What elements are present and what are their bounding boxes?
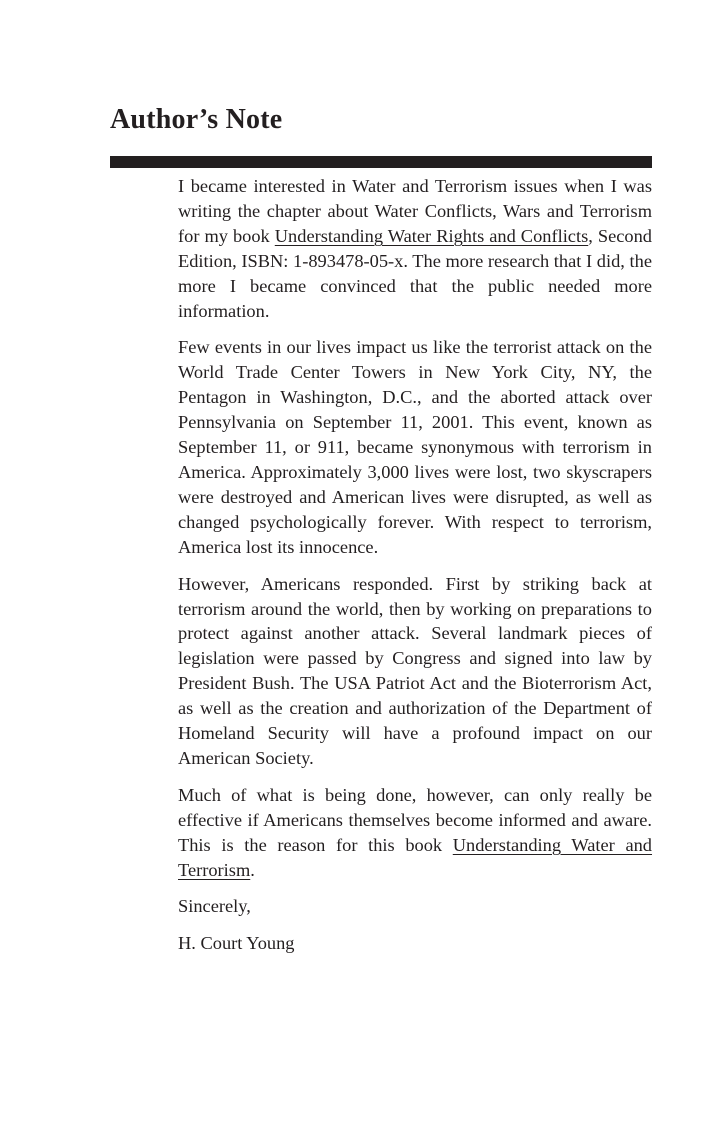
paragraph-3: However, Americans responded. First by striking back at terrorism around the world, then by working on preparations to protect against another attack. Several landmark pieces of legislation were passed by Congress and signed into law by President Bush. The USA Patriot Act and the Bioterrorism Act, as well as the creation and authorization of the Department of Homeland Security will have a profound impact on our American Society. xyxy=(178,573,652,768)
page-title: Author’s Note xyxy=(110,104,283,135)
paragraph-4-text-a: Much of what is being done, however, can only really be effective if Americans themselves become informed and aware. This is the reason for this book xyxy=(178,784,652,855)
book-title-water-terrorism: Understanding Water and Terrorism xyxy=(178,834,653,880)
closing-salutation: Sincerely, xyxy=(178,896,251,917)
title-rule xyxy=(110,156,652,168)
note-body xyxy=(178,174,652,968)
author-signature: H. Court Young xyxy=(178,933,295,954)
paragraph-2: Few events in our lives impact us like the terrorist attack on the World Trade Center Towers in New York City, NY, the Pentagon in Washington, D.C., and the aborted attack over Pennsylvania on September 11, 2001. This event, known as September 11, or 911, became synonymous with terrorism in America. Approximately 3,000 lives were lost, two skyscrapers were destroyed and American lives were disrupted, as well as changed psychologically forever. With respect to terrorism, America lost its innocence. xyxy=(178,337,652,557)
paragraph-1-text-b: , Second Edition, ISBN: 1-893478-05-x. The more research that I did, the more I became convinced that the public needed more information. xyxy=(178,225,653,321)
book-title-water-rights: Understanding Water Rights and Conflicts xyxy=(274,225,589,246)
paragraph-1-text-a: I became interested in Water and Terrorism issues when I was writing the chapter about Water Conflicts, Wars and Terrorism for my book xyxy=(178,176,652,246)
paragraph-4-text-b: . xyxy=(250,859,255,880)
paragraph-4 xyxy=(178,783,652,883)
paragraph-1 xyxy=(178,174,652,323)
